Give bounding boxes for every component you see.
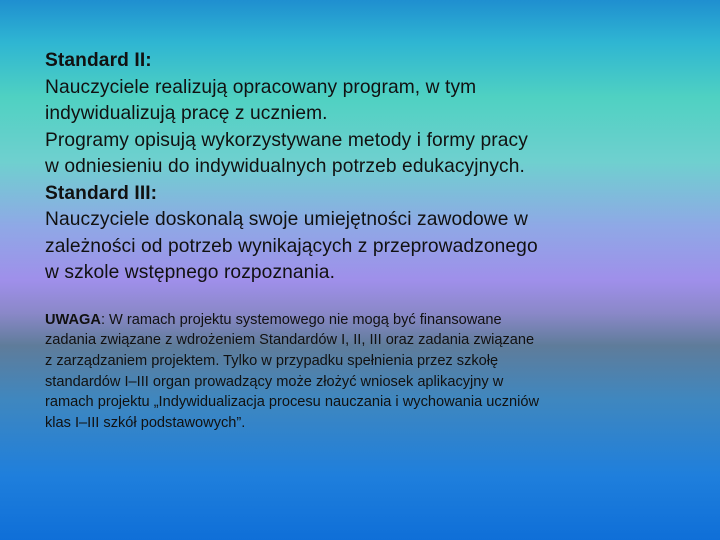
standard-2-line-1: Nauczyciele realizują opracowany program, w tym (45, 76, 477, 98)
note-label: UWAGA (45, 311, 101, 328)
note-line-5: ramach projektu „Indywidualizacja procesu nauczania i wychowania uczniów (45, 394, 540, 411)
note-line-6: klas I–III szkół podstawowych”. (45, 415, 246, 432)
standard-3-line-3: w szkole wstępnego rozpoznania. (45, 262, 336, 283)
note-line-2: zadania związane z wdrożeniem Standardów I, II, III oraz zadania związane (45, 332, 535, 349)
standards-text (45, 48, 685, 287)
standard-2-line-4: w odniesieniu do indywidualnych potrzeb edukacyjnych. (45, 156, 525, 177)
note-line-3: z zarządzaniem projektem. Tylko w przypadku spełnienia przez szkołę (45, 352, 499, 369)
standard-2-line-2: indywidualizują pracę z uczniem. (45, 103, 328, 124)
standard-2-line-3: Programy opisują wykorzystywane metody i formy pracy (45, 129, 528, 151)
note-line-1-text: : W ramach projektu systemowego nie mogą być finansowane (100, 311, 502, 328)
standard-3-line-2: zależności od potrzeb wynikających z przeprowadzonego (45, 235, 538, 257)
note-paragraph (45, 310, 685, 434)
slide-content (45, 48, 685, 434)
standard-3-heading: Standard III: (45, 182, 158, 204)
note-line-1 (45, 310, 685, 331)
note-line-4: standardów I–III organ prowadzący może złożyć wniosek aplikacyjny w (45, 373, 504, 390)
standard-2-heading: Standard II: (45, 50, 152, 71)
standard-3-line-1: Nauczyciele doskonalą swoje umiejętności zawodowe w (45, 209, 528, 230)
